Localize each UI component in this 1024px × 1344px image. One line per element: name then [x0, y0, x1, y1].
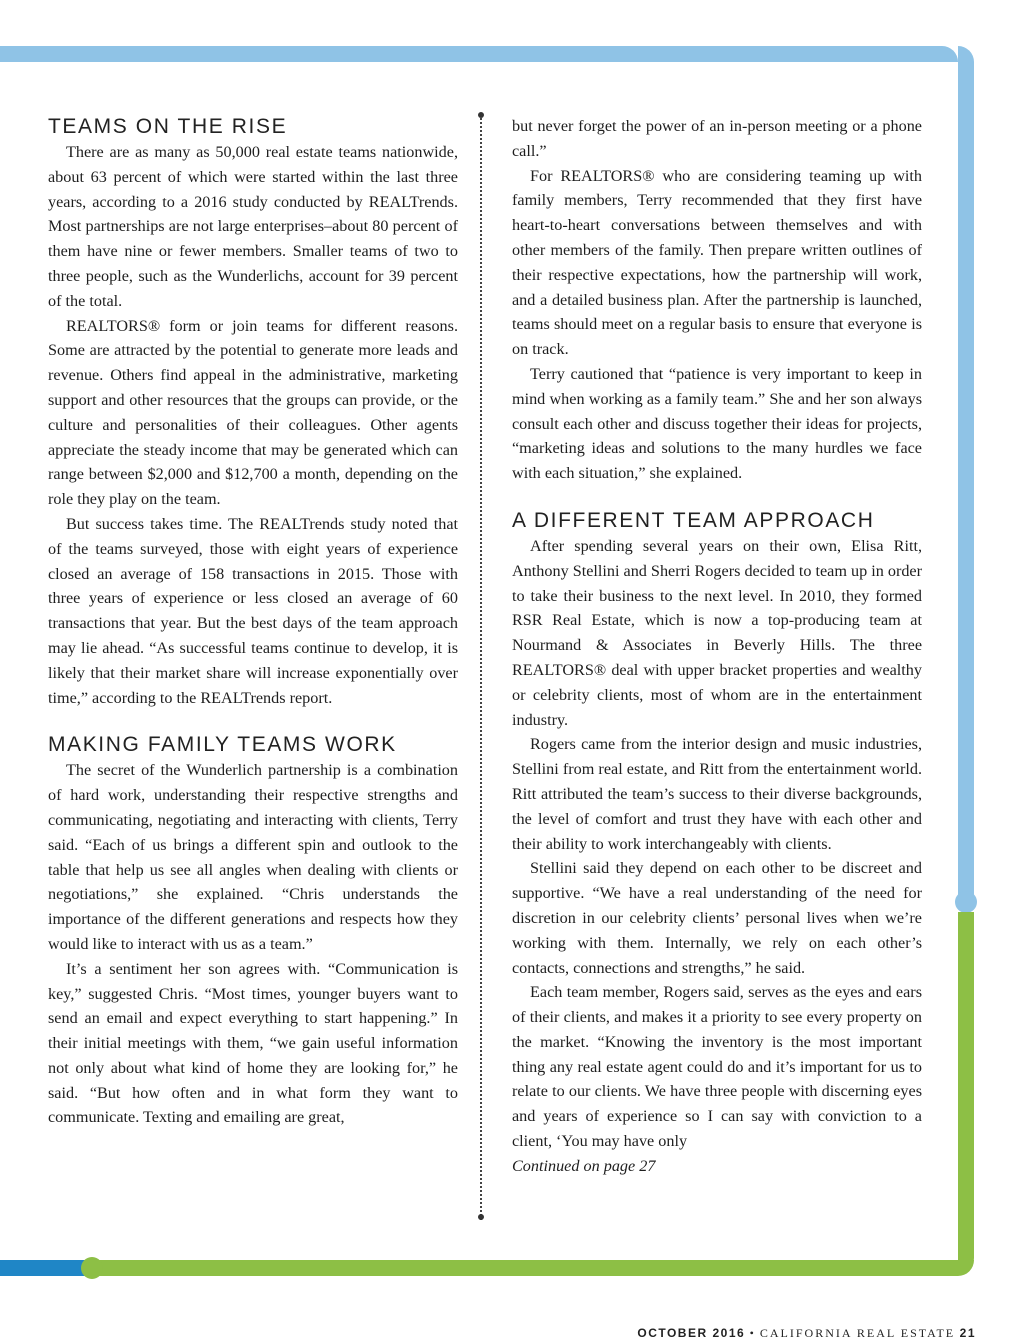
paragraph: There are as many as 50,000 real estate teams nationwide, about 63 percent of which were started within the last three years, according to a 2016 study conducted by REALTrends. Most partnerships are not large enterprises–about 80 percent of them have nine or fewer members. Smaller teams of two to three people, such as the Wunderlichs, account for 39 percent of the total. [48, 143, 458, 310]
column-divider [480, 114, 482, 1220]
paragraph: REALTORS® form or join teams for different reasons. Some are attracted by the potential to generate more leads and revenue. Others find appeal in the administrative, marketing support and other resources that the groups can provide, or the culture and personalities of their colleagues. Other agents appreciate the steady income that may be generated which can range between $2,000 and $12,700 a month, depending on the role they play on the team. [48, 316, 458, 509]
left-column [48, 114, 458, 1130]
paragraph: For REALTORS® who are considering teaming up with family members, Terry recommended that they first have heart-to-heart conversations between themselves and with other members of the family. Then prepare written outlines of their respective expectations, how the partnership will work, and a detailed business plan. After the partnership is launched, teams should meet on a regular basis to ensure that everyone is on track. [512, 166, 922, 359]
paragraph: The secret of the Wunderlich partnership is a combination of hard work, understanding their respective strengths and communicating, negotiating and interacting with clients, Terry said. “Each of us brings a different spin and outlook to the table that help us see all angles when dealing with clients or negotiations,” she explained. “Chris understands the importance of the different generations and respects how they would like to interact with us as a team.” [48, 761, 458, 953]
paragraph: Rogers came from the interior design and music industries, Stellini from real estate, and Ritt from the entertainment world. Ritt attributed the team’s success to their diverse backgrounds, the level of comfort and trust they have with each other and their ability to work interchangeably with clients. [512, 735, 922, 853]
paragraph: It’s a sentiment her son agrees with. “Communication is key,” suggested Chris. “Most times, younger buyers want to send an email and expect everything to start happening.” In their initial meetings with them, “we gain useful information not only about what kind of home they are looking for,” he said. “But how often and in what form they want to communicate. Texting and emailing are great, [48, 959, 458, 1127]
right-column [512, 114, 922, 1179]
footer-page-number: 21 [959, 1326, 976, 1340]
section-heading-teams-on-the-rise: TEAMS ON THE RISE [48, 115, 288, 138]
frame-blue-end-cap [955, 891, 977, 913]
divider-bottom-dot [478, 1214, 484, 1220]
footer-magazine-title: CALIFORNIA REAL ESTATE [759, 1326, 956, 1340]
section-heading-making-family-teams-work: MAKING FAMILY TEAMS WORK [48, 733, 397, 757]
footer-bullet: • [749, 1326, 756, 1340]
divider-top-dot [478, 112, 484, 118]
frame-top-bar [0, 46, 958, 62]
section-heading-a-different-team-approach: A DIFFERENT TEAM APPROACH [512, 508, 875, 532]
paragraph: Terry cautioned that “patience is very important to keep in mind when working as a family team.” She and her son always consult each other and discuss together their ideas for projects, “marketing ideas and solutions to the many hurdles we face with each situation,” she explained. [512, 364, 922, 483]
paragraph: Stellini said they depend on each other to be discreet and supportive. “We have a real understanding of the need for discretion in our celebrity clients’ personal lives when we’re working with them. Internally, we rely on each other’s contacts, connections and strengths,” he said. [512, 859, 922, 977]
paragraph: Each team member, Rogers said, serves as the eyes and ears of their clients, and makes it a priority to see every property on the market. “Knowing the inventory is the most important thing any real estate agent could do and it’s important for us to relate to our clients. We have three people with discerning eyes and years of experience so I can say with conviction to a client, ‘You may have only [512, 983, 922, 1151]
frame-green-end-cap [81, 1257, 103, 1279]
paragraph: After spending several years on their own, Elisa Ritt, Anthony Stellini and Sherri Rogers decided to team up in order to take their business to the next level. In 2010, they formed RSR Real Estate, which is now a top-producing team at Nourmand & Associates in Beverly Hills. The three REALTORS® deal with upper bracket properties and wealthy or celebrity clients, most of whom are in the entertainment industry. [512, 536, 922, 729]
frame-right-bar-green [958, 912, 974, 1274]
footer-issue-date: OCTOBER 2016 [637, 1326, 746, 1340]
frame-right-bar-blue [958, 46, 974, 904]
paragraph: But success takes time. The REALTrends study noted that of the teams surveyed, those with eight years of experience closed an average of 158 transactions in 2015. Those with three years of experience or less closed an average of 60 transactions that year. But the best days of the team approach may lie ahead. “As successful teams continue to develop, it is likely that their market share will increase exponentially over time,” according to the REALTrends report. [48, 514, 458, 707]
page-footer [637, 1326, 976, 1341]
continued-on-page-note: Continued on page 27 [512, 1156, 656, 1175]
frame-bottom-bar-blue [0, 1260, 92, 1276]
continued-paragraph: but never forget the power of an in-person meeting or a phone call.” [512, 117, 922, 160]
frame-bottom-bar-green [90, 1260, 974, 1276]
